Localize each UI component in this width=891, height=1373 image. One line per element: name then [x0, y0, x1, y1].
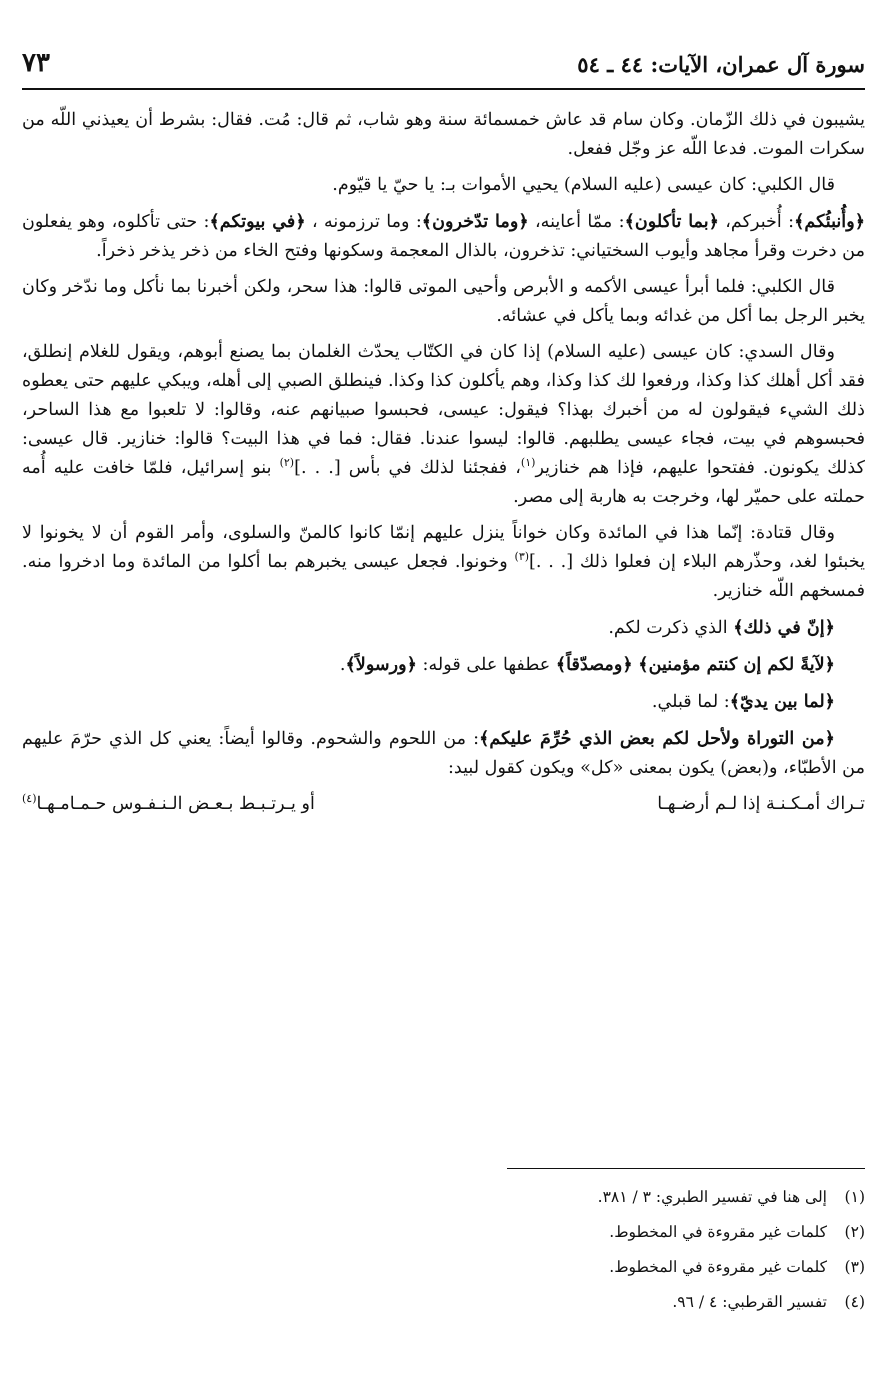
footnote-ref[interactable]: (١): [520, 456, 536, 470]
commentary-text: : وما ترزمونه ،: [305, 212, 422, 232]
footnote-item: [22, 1250, 865, 1285]
footnote-number: (٣): [844, 1258, 865, 1276]
commentary-text: وخونوا. فجعل عيسى يخبرهم بما أكلوا من المائدة وما ادخروا منه. فمسخهم اللّه خنازير.: [22, 552, 865, 601]
commentary-text: : أُخبركم،: [718, 212, 795, 232]
quran-quote: ﴿وأُنبئُكم﴾: [794, 211, 866, 232]
footnote-item: [22, 1180, 865, 1215]
quran-quote: ﴿ورسولاً﴾: [345, 654, 417, 675]
commentary-text: بنو إسرائيل، فلمّا خافت عليه أُمه حملته على حميّر لها، وخرجت به هاربة إلى مصر.: [22, 458, 865, 507]
paragraph-3: [22, 207, 865, 266]
footnote-number: (٤): [844, 1293, 865, 1311]
commentary-text: : من اللحوم والشحوم. وقالوا أيضاً: يعني كل الذي حرّمَ عليهم من الأطبّاء، و(بعض) يكون بمعنى «كل» ويكون كقول لبيد:: [22, 729, 865, 778]
commentary-text: ، ففجئنا لذلك في بأس [. . .]: [294, 458, 521, 478]
paragraph-10: [22, 724, 865, 783]
quran-quote: ﴿ومصدّقاً﴾: [555, 654, 633, 675]
chapter-title: سورة آل عمران، الآيات: ٤٤ ـ ٥٤: [577, 52, 865, 77]
commentary-text: : ممّا أعاينه،: [528, 212, 625, 232]
footnote-number: (١): [844, 1188, 865, 1206]
footnote-number: (٢): [844, 1223, 865, 1241]
footnote-ref[interactable]: (٢): [279, 456, 295, 470]
paragraph-9: [22, 687, 865, 717]
quran-quote: ﴿في بيوتكم﴾: [209, 211, 306, 232]
main-text: [22, 106, 865, 1146]
footnote-item: [22, 1285, 865, 1320]
paragraph-6: [22, 519, 865, 606]
footnote-text: تفسير القرطبي: ٤ / ٩٦.: [672, 1293, 827, 1311]
quran-quote: ﴿إنّ في ذلك﴾: [733, 617, 835, 638]
footnotes-section: [22, 1180, 865, 1320]
commentary-text: : حتى تأكلوه، وهو يفعلون من دخرت وقرأ مجاهد وأيوب السختياني: تذخرون، بالذال المعجمة وسكونها وفتح الخاء من ذخر يذخر ذخراً.: [22, 212, 865, 261]
commentary-text: وقال السدي: كان عيسى (عليه السلام) إذا كان في الكتّاب يحدّث الغلمان بما يصنع أبوهم، ويقول للغلام إنطلق، فقد أكل أهلك كذا وكذا، ورفعوا لك كذا وكذا، وهم يأكلون كذا وكذا. فينطلق الصبي إلى أهله، ويبكي عليهم حتى يعطوه ذلك الشيء فيقولون له من أخبرك بهذا؟ فيقول: عيسى، فحبسوا صبيانهم عنه، وقالوا: لا تلعبوا مع هذا الساحر، فحبسوهم في بيت، فجاء عيسى يطلبهم. قالوا: ليسوا عندنا. فقال: فما في هذا البيت؟ قالوا: خنازير. قال عيسى: كذلك يكونون. ففتحوا عليهم، فإذا هم خنازير: [22, 342, 865, 478]
footnote-text: إلى هنا في تفسير الطبري: ٣ / ٣٨١.: [597, 1188, 827, 1206]
commentary-text: .: [339, 655, 346, 675]
page-number: ٧٣: [22, 48, 50, 78]
paragraph-4: قال الكلبي: فلما أبرأ عيسى الأكمه و الأبرص وأحيى الموتى قالوا: هذا سحر، ولكن أخبرنا بما نأكل وما ندّخر وكان يخبر الرجل بما أكل من غدائه وبما يأكل في عشائه.: [22, 277, 865, 326]
poem-first-hemistich: تـراك أمـكـنـة إذا لـم أرضـهـا: [657, 794, 865, 814]
paragraph-8: [22, 650, 865, 680]
quran-quote: ﴿بما تأكلون﴾: [624, 211, 719, 232]
footnote-divider: [507, 1168, 865, 1169]
commentary-text: الذي ذكرت لكم.: [608, 618, 734, 638]
paragraph-5: [22, 338, 865, 512]
paragraph-1: يشيبون في ذلك الزّمان. وكان سام قد عاش خمسمائة سنة وهو شاب، ثم قال: مُت. فقال: بشرط أن يعيذني اللّه من سكرات الموت. فدعا اللّه عز وجّل ففعل.: [22, 110, 865, 159]
quran-quote: ﴿لآيةً لكم إن كنتم مؤمنين﴾: [638, 654, 835, 675]
commentary-text: : لما قبلي.: [651, 692, 730, 712]
commentary-text: عطفها على قوله:: [416, 655, 556, 675]
paragraph-7: [22, 613, 865, 643]
footnote-ref[interactable]: (٤): [22, 792, 37, 806]
footnote-ref[interactable]: (٣): [514, 550, 530, 564]
footnote-text: كلمات غير مقروءة في المخطوط.: [609, 1258, 827, 1276]
footnote-text: كلمات غير مقروءة في المخطوط.: [609, 1223, 827, 1241]
poem-second-hemistich-text: أو يـرتـبـط بـعـض الـنـفـوس حـمـامـهـا: [36, 794, 315, 814]
commentary-text: وقال قتادة: إنّما هذا في المائدة وكان خواناً ينزل عليهم إنمّا كانوا كالمنّ والسلوى، وأمر القوم أن لا يخونوا لا يخبئوا لغد، وحذّرهم البلاء إن فعلوا ذلك [. . .]: [22, 523, 865, 572]
poem-verse: [22, 790, 865, 819]
poem-second-hemistich: [22, 790, 315, 819]
footnote-item: [22, 1215, 865, 1250]
quran-quote: ﴿لما بين يديّ﴾: [729, 691, 835, 712]
quran-quote: ﴿وما تدّخرون﴾: [421, 211, 529, 232]
running-header: [22, 44, 865, 90]
paragraph-2: قال الكلبي: كان عيسى (عليه السلام) يحيي الأموات بـ: يا حيّ يا قيّوم.: [332, 175, 835, 195]
quran-quote: ﴿من التوراة ولأحل لكم بعض الذي حُرِّمَ عليكم﴾: [479, 728, 835, 749]
